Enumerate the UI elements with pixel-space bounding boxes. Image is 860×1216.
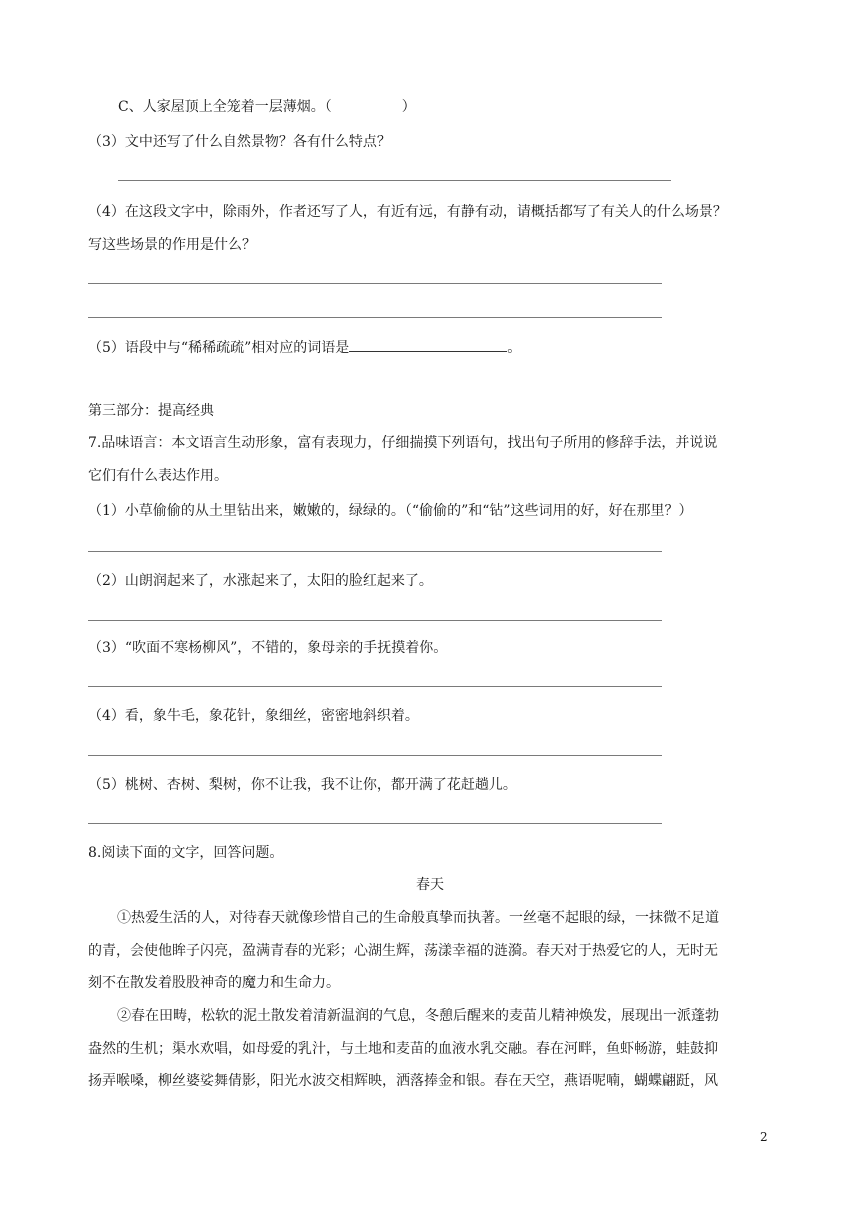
question-7-item-1: （1）小草偷偷的从土里钻出来，嫩嫩的，绿绿的。（“偷偷的”和“钻”这些词用的好，好在那里？） <box>88 503 693 519</box>
question-4-line2: 写这些场景的作用是什么？ <box>88 237 256 253</box>
question-7-line2: 它们有什么表达作用。 <box>88 468 228 484</box>
passage-title: 春天 <box>416 877 444 893</box>
passage-p2-line3: 扬弄喉嗓，柳丝婆娑舞倩影，阳光水波交相辉映，洒落捧金和银。春在天空，燕语呢喃，蝴蝶翩跹，风 <box>88 1073 718 1089</box>
answer-line-q4-2[interactable] <box>88 317 662 318</box>
passage-p1-line1: ①热爱生活的人，对待春天就像珍惜自己的生命般真挚而执著。一丝毫不起眼的绿，一抹微不足道 <box>117 910 719 926</box>
question-8: 8.阅读下面的文字，回答问题。 <box>88 845 284 861</box>
part-3-heading: 第三部分：提高经典 <box>88 403 214 419</box>
answer-line-q7-2[interactable] <box>88 620 662 621</box>
question-7-item-2: （2）山朗润起来了，水涨起来了，太阳的脸红起来了。 <box>88 573 433 589</box>
passage-p2-line2: 盎然的生机；渠水欢唱，如母爱的乳汁，与土地和麦苗的血液水乳交融。春在河畔，鱼虾畅游，蛙鼓抑 <box>88 1041 718 1057</box>
question-7-line1: 7.品味语言：本文语言生动形象，富有表现力，仔细揣摸下列语句，找出句子所用的修辞手法，并说说 <box>88 435 718 451</box>
question-5-line <box>88 337 521 358</box>
passage-p2-line1: ②春在田畴，松软的泥土散发着清新温润的气息，冬憩后醒来的麦苗儿精神焕发，展现出一派蓬勃 <box>117 1008 719 1024</box>
question-3: （3）文中还写了什么自然景物？各有什么特点？ <box>88 134 391 150</box>
question-4-line1: （4）在这段文字中，除雨外，作者还写了人，有近有远，有静有动，请概括都写了有关人的什么场景？ <box>88 204 727 220</box>
option-c-line <box>118 97 416 117</box>
option-c-close: ） <box>401 99 416 115</box>
answer-line-q3[interactable] <box>118 180 671 181</box>
answer-line-q7-1[interactable] <box>88 551 662 552</box>
passage-p1-line2: 的青，会使他眸子闪亮，盈满青春的光彩；心湖生辉，荡漾幸福的涟漪。春天对于热爱它的人，无时无 <box>88 943 718 959</box>
question-5-text: （5）语段中与“稀稀疏疏”相对应的词语是 <box>88 340 350 356</box>
question-7-item-5: （5）桃树、杏树、梨树，你不让我，我不让你，都开满了花赶趟儿。 <box>88 777 517 793</box>
answer-line-q4-1[interactable] <box>88 283 662 284</box>
passage-p1-line3: 刻不在散发着股股神奇的魔力和生命力。 <box>88 975 340 991</box>
answer-line-q7-4[interactable] <box>88 755 662 756</box>
answer-line-q7-3[interactable] <box>88 686 662 687</box>
question-7-item-3: （3）“吹面不寒杨柳风”，不错的，象母亲的手抚摸着你。 <box>88 640 448 656</box>
option-c-text: C、人家屋顶上全笼着一层薄烟。（ <box>118 99 332 115</box>
page-number: 2 <box>760 1130 768 1144</box>
question-5-end: 。 <box>507 340 522 356</box>
question-5-blank[interactable] <box>349 337 507 352</box>
answer-line-q7-5[interactable] <box>88 823 662 824</box>
question-7-item-4: （4）看，象牛毛，象花针，象细丝，密密地斜织着。 <box>88 708 419 724</box>
